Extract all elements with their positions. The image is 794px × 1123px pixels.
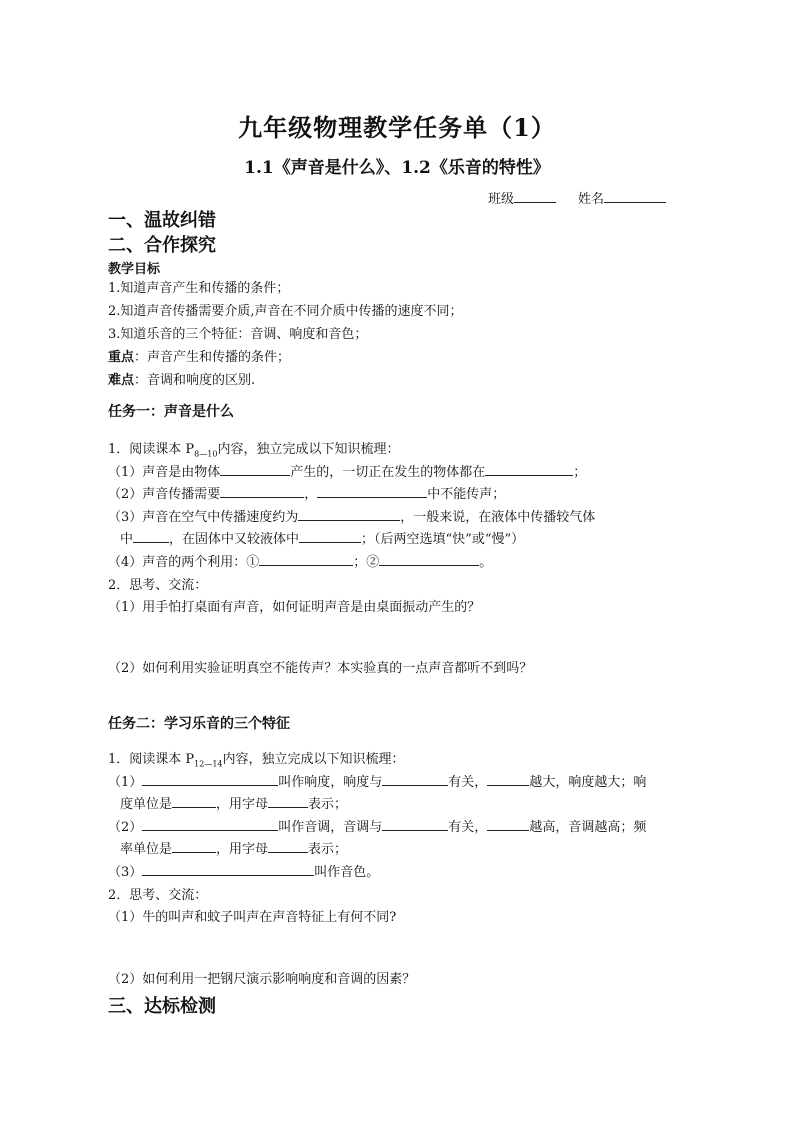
answer-blank[interactable] — [142, 818, 278, 831]
read-text: 内容，独立完成以下知识梳理： — [222, 752, 405, 767]
answer-blank[interactable] — [379, 553, 479, 566]
question-text: 有关， — [448, 775, 488, 790]
section-heading-review: 一、温故纠错 — [108, 210, 216, 231]
objective-2: 2.知道声音传播需要介质,声音在不同介质中传播的速度不同； — [108, 304, 463, 319]
task2-read-instruction — [108, 748, 405, 769]
answer-blank[interactable] — [317, 485, 427, 498]
question-text: ，用字母 — [216, 797, 269, 812]
read-text: 内容，独立完成以下知识梳理： — [217, 442, 400, 457]
task2-think-heading: 2．思考、交流： — [108, 888, 208, 903]
question-text: ， — [304, 487, 318, 502]
question-text: 有关， — [448, 820, 488, 835]
task2-item-1-cont — [120, 793, 347, 812]
task2-heading: 任务二：学习乐音的三个特征 — [108, 716, 290, 732]
task1-think-1: （1）用手怕打桌面有声音，如何证明声音是由桌面振动产生的？ — [108, 600, 481, 615]
question-text: 叫作音色。 — [314, 865, 380, 880]
difficult-point-label: 难点 — [108, 373, 135, 388]
answer-blank[interactable] — [133, 530, 169, 543]
question-text: 中不能传声； — [427, 487, 506, 502]
key-point-text: ：声音产生和传播的条件； — [134, 350, 291, 365]
class-label: 班级 — [488, 192, 515, 207]
read-text: 1．阅读课本 P — [108, 442, 195, 457]
section-heading-explore: 二、合作探究 — [108, 235, 216, 256]
question-text: 产生的，一切正在发生的物体都在 — [290, 465, 486, 480]
objective-1: 1.知道声音产生和传播的条件； — [108, 281, 290, 296]
question-text: ，一般来说，在液体中传播较气体 — [400, 510, 596, 525]
task2-think-1: （1）牛的叫声和蚊子叫声在声音特征上有何不同? — [108, 910, 397, 925]
task1-read-instruction — [108, 438, 399, 459]
answer-blank[interactable] — [485, 463, 573, 476]
question-text: ；② — [353, 555, 380, 570]
question-text: 度单位是 — [120, 797, 173, 812]
class-blank[interactable] — [514, 190, 556, 203]
task2-item-1 — [108, 771, 646, 790]
key-point-label: 重点 — [108, 350, 135, 365]
answer-blank[interactable] — [172, 840, 216, 853]
question-text: 率单位是 — [120, 842, 173, 857]
student-info — [488, 188, 666, 207]
page-subtitle: 1.1《声音是什么》、1.2《乐音的特性》 — [244, 158, 550, 178]
question-text: （1） — [108, 775, 143, 790]
task2-think-2: （2）如何利用一把钢尺演示影响响度和音调的因素？ — [108, 972, 416, 987]
answer-blank[interactable] — [142, 773, 278, 786]
page-range: 12—14 — [194, 759, 223, 769]
task1-question-2 — [108, 483, 505, 502]
task1-question-4 — [108, 551, 492, 570]
question-text: （3）声音在空气中传播速度约为 — [108, 510, 299, 525]
question-text: 越高，音调越高；频 — [529, 820, 647, 835]
question-text: 中 — [120, 532, 134, 547]
question-text: ，用字母 — [216, 842, 269, 857]
answer-blank[interactable] — [268, 840, 308, 853]
page-title: 九年级物理教学任务单（1） — [238, 113, 556, 142]
difficult-point-text: ：音调和响度的区别. — [134, 373, 256, 388]
question-text: 叫作响度，响度与 — [278, 775, 383, 790]
task2-item-3 — [108, 861, 379, 880]
question-text: ； — [573, 465, 587, 480]
task2-item-2 — [108, 816, 646, 835]
question-text: （2） — [108, 820, 143, 835]
question-text: 越大，响度越大；响 — [529, 775, 647, 790]
key-point — [108, 346, 290, 365]
question-text: （1）声音是由物体 — [108, 465, 221, 480]
answer-blank[interactable] — [487, 773, 529, 786]
name-blank[interactable] — [604, 190, 666, 203]
task1-question-3 — [108, 506, 595, 525]
difficult-point — [108, 369, 255, 388]
page-range: 8—10 — [194, 449, 218, 459]
answer-blank[interactable] — [299, 530, 361, 543]
question-text: 叫作音调，音调与 — [278, 820, 383, 835]
answer-blank[interactable] — [298, 508, 400, 521]
question-text: 表示； — [308, 797, 348, 812]
question-text: （4）声音的两个利用：① — [108, 555, 260, 570]
question-text: （3） — [108, 865, 143, 880]
answer-blank[interactable] — [382, 773, 448, 786]
objective-3: 3.知道乐音的三个特征：音调、响度和音色； — [108, 327, 368, 342]
answer-blank[interactable] — [220, 485, 304, 498]
question-text: 。 — [479, 555, 493, 570]
answer-blank[interactable] — [382, 818, 448, 831]
question-text: ，在固体中又较液体中 — [169, 532, 300, 547]
task1-think-2: （2）如何利用实验证明真空不能传声？本实验真的一点声音都听不到吗？ — [108, 661, 533, 676]
answer-blank[interactable] — [220, 463, 290, 476]
name-label: 姓名 — [578, 192, 605, 207]
read-text: 1．阅读课本 P — [108, 752, 195, 767]
task1-think-heading: 2．思考、交流： — [108, 578, 208, 593]
answer-blank[interactable] — [172, 795, 216, 808]
task2-item-2-cont — [120, 838, 347, 857]
question-text: （2）声音传播需要 — [108, 487, 221, 502]
section-heading-assessment: 三、达标检测 — [108, 996, 216, 1017]
question-text: ；（后两空选填“快”或“慢”） — [361, 532, 525, 547]
objectives-heading: 教学目标 — [108, 262, 161, 277]
answer-blank[interactable] — [259, 553, 353, 566]
task1-heading: 任务一：声音是什么 — [108, 404, 234, 420]
answer-blank[interactable] — [487, 818, 529, 831]
answer-blank[interactable] — [268, 795, 308, 808]
answer-blank[interactable] — [142, 863, 314, 876]
task1-question-3-cont — [120, 528, 524, 547]
question-text: 表示； — [308, 842, 348, 857]
task1-question-1 — [108, 461, 586, 480]
